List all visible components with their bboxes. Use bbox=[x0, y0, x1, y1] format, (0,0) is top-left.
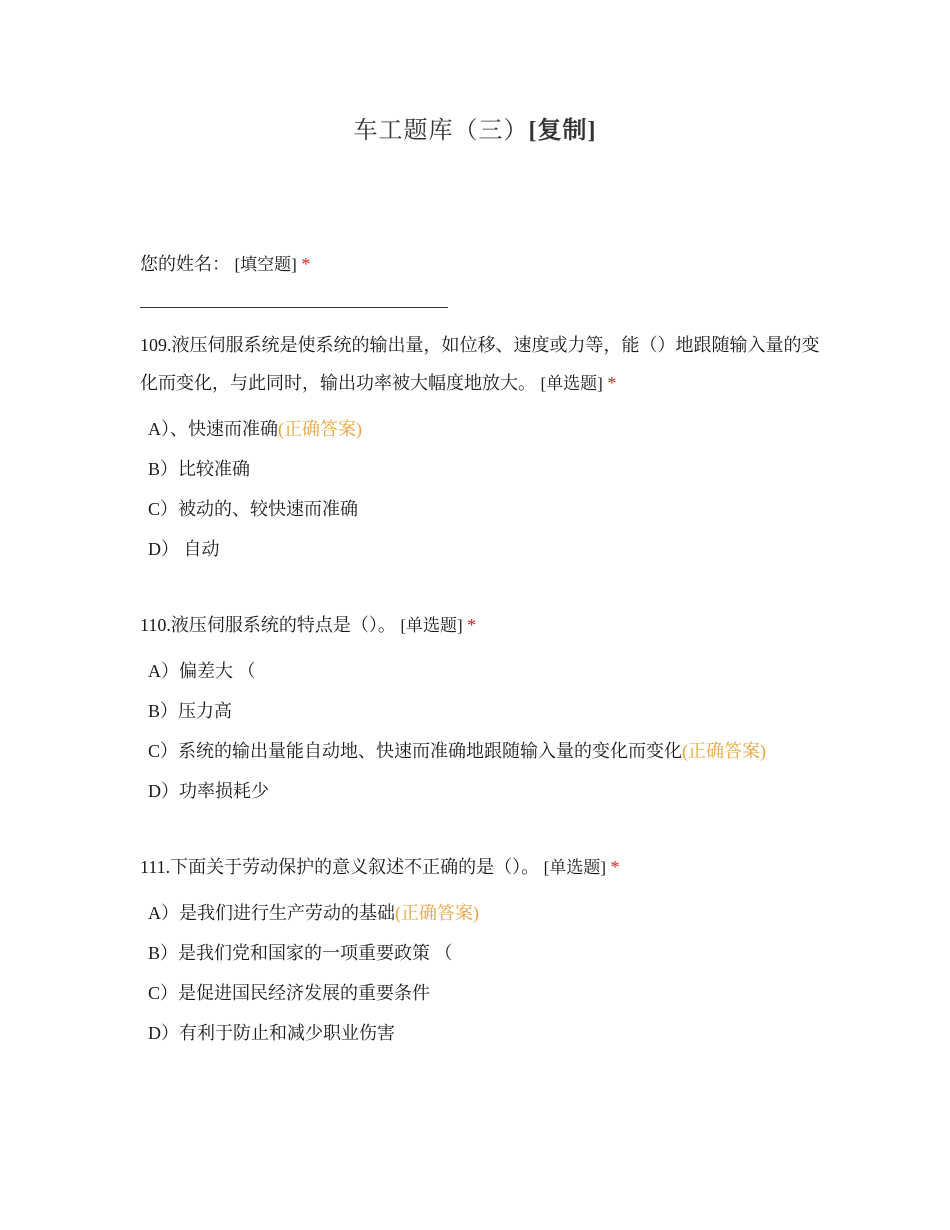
options-110 bbox=[148, 651, 848, 811]
option-text: D）有利于防止和减少职业伤害 bbox=[148, 1023, 395, 1043]
option-b[interactable] bbox=[148, 691, 848, 731]
option-c[interactable] bbox=[148, 731, 848, 771]
title-main: 车工题库（三） bbox=[353, 118, 529, 144]
option-d[interactable] bbox=[148, 1013, 848, 1053]
question-text: 109.液压伺服系统是使系统的输出量，如位移、速度或力等，能（）地跟随输入量的变化而变化，与此同时，输出功率被大幅度地放大。 bbox=[140, 335, 820, 393]
correct-answer-label: (正确答案) bbox=[682, 741, 767, 761]
option-b[interactable] bbox=[148, 449, 848, 489]
name-input-line[interactable] bbox=[140, 307, 448, 308]
correct-answer-label: (正确答案) bbox=[395, 903, 479, 923]
option-a[interactable] bbox=[148, 651, 848, 691]
name-type-tag: [填空题] bbox=[234, 255, 297, 274]
question-110 bbox=[140, 606, 820, 645]
page-title bbox=[0, 110, 950, 145]
correct-answer-label: (正确答案) bbox=[278, 419, 362, 439]
question-109 bbox=[140, 326, 820, 403]
required-mark: * bbox=[467, 615, 477, 635]
option-text: D） 自动 bbox=[148, 539, 220, 559]
question-111 bbox=[140, 848, 820, 887]
question-text: 110.液压伺服系统的特点是（）。 bbox=[140, 615, 396, 635]
question-type-tag: [单选题] bbox=[543, 858, 606, 877]
option-text: B）是我们党和国家的一项重要政策 （ bbox=[148, 943, 453, 963]
option-text: C）被动的、较快速而准确 bbox=[148, 499, 359, 519]
option-a[interactable] bbox=[148, 409, 848, 449]
option-d[interactable] bbox=[148, 529, 848, 569]
name-field-label bbox=[140, 250, 310, 279]
option-text: A）、快速而准确 bbox=[148, 419, 278, 439]
question-text: 111.下面关于劳动保护的意义叙述不正确的是（）。 bbox=[140, 857, 540, 877]
option-c[interactable] bbox=[148, 973, 848, 1013]
required-mark: * bbox=[607, 373, 617, 393]
option-text: B）比较准确 bbox=[148, 459, 251, 479]
question-type-tag: [单选题] bbox=[400, 616, 463, 635]
options-109 bbox=[148, 409, 848, 569]
option-text: B）压力高 bbox=[148, 701, 233, 721]
option-c[interactable] bbox=[148, 489, 848, 529]
option-text: A）偏差大 （ bbox=[148, 661, 256, 681]
option-text: C）系统的输出量能自动地、快速而准确地跟随输入量的变化而变化 bbox=[148, 741, 683, 761]
required-mark: * bbox=[301, 254, 311, 274]
option-text: D）功率损耗少 bbox=[148, 781, 269, 801]
option-d[interactable] bbox=[148, 771, 848, 811]
option-text: C）是促进国民经济发展的重要条件 bbox=[148, 983, 431, 1003]
option-a[interactable] bbox=[148, 893, 848, 933]
required-mark: * bbox=[610, 857, 620, 877]
option-text: A）是我们进行生产劳动的基础 bbox=[148, 903, 395, 923]
options-111 bbox=[148, 893, 848, 1053]
name-label-text: 您的姓名： bbox=[140, 254, 230, 274]
question-type-tag: [单选题] bbox=[540, 374, 603, 393]
title-suffix: [复制] bbox=[528, 118, 597, 144]
option-b[interactable] bbox=[148, 933, 848, 973]
